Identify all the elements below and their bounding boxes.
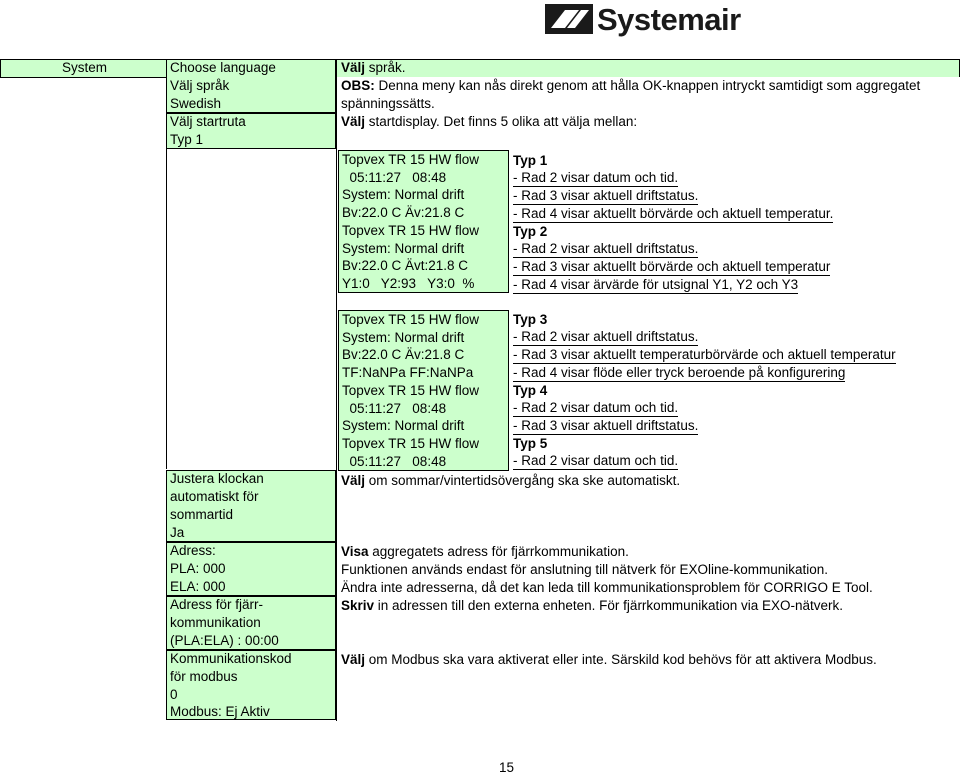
startdisplay-desc: Välj startdisplay. Det finns 5 olika att välja mellan: — [341, 114, 638, 129]
typ3-row-4: TF:NaNPa FF:NaNPa — [342, 365, 474, 381]
typ2-line-1: - Rad 2 visar aktuell driftstatus. — [513, 241, 699, 256]
funktionen-desc: Funktionen används endast för anslutning till nätverk för EXOline-kommunikation. — [341, 562, 829, 577]
modbus-line-2: för modbus — [170, 669, 238, 684]
typ2-line-2: - Rad 3 visar aktuellt börvärde och aktuell temperatur — [513, 259, 831, 274]
typ3-row-3: Bv:22.0 C Äv:21.8 C — [342, 347, 465, 363]
justera-value[interactable]: Ja — [170, 525, 185, 540]
display-typ3-typ5 — [338, 310, 509, 471]
sommar-desc: Välj om sommar/vintertidsövergång ska ske automatiskt. — [341, 473, 681, 488]
typ3-line-3: - Rad 4 visar flöde eller tryck beroende på konfigurering — [513, 365, 846, 380]
valj-startruta-label: Välj startruta — [170, 114, 246, 129]
typ4-row-3: System: Normal drift — [342, 418, 465, 434]
typ5-row-1: Topvex TR 15 HW flow — [342, 435, 480, 451]
typ2-row-2: System: Normal drift — [342, 240, 465, 256]
pla-value: PLA: 000 — [170, 561, 226, 576]
visa-desc: Visa aggregatets adress för fjärrkommunikation. — [341, 544, 629, 559]
typ4-line-1: - Rad 2 visar datum och tid. — [513, 400, 679, 415]
header-row — [0, 59, 960, 77]
obs-desc: OBS: Denna meny kan nås direkt genom att hålla OK-knappen intryckt samtidigt som aggregatet — [341, 78, 921, 93]
ela-value: ELA: 000 — [170, 579, 226, 594]
fjarr-line-2: kommunikation — [170, 615, 261, 630]
typ3-line-1: - Rad 2 visar aktuell driftstatus. — [513, 329, 699, 344]
typ5-row-2: 05:11:27 08:48 — [342, 453, 447, 469]
justera-line-3: sommartid — [170, 507, 234, 522]
justera-line-1: Justera klockan — [170, 471, 264, 486]
brand-name: Systemair — [597, 2, 741, 37]
display-typ1-typ2 — [338, 150, 509, 293]
choose-language-label: Choose language — [170, 60, 276, 75]
menu-system[interactable]: System — [62, 60, 108, 75]
typ1-row-4: Bv:22.0 C Äv:21.8 C — [342, 205, 465, 221]
typ2-row-1: Topvex TR 15 HW flow — [342, 222, 480, 238]
justera-line-2: automatiskt för — [170, 489, 259, 504]
typ1-line-2: - Rad 3 visar aktuell driftstatus. — [513, 188, 699, 203]
typ3-line-2: - Rad 3 visar aktuellt temperaturbörvärde och aktuell temperatur — [513, 347, 896, 362]
typ1-line-3: - Rad 4 visar aktuellt börvärde och aktuell temperatur. — [513, 206, 834, 221]
typ4-row-2: 05:11:27 08:48 — [342, 400, 447, 416]
fjarr-line-1: Adress för fjärr- — [170, 597, 264, 612]
fjarr-value[interactable]: (PLA:ELA) : 00:00 — [170, 633, 279, 648]
typ2-row-3: Bv:22.0 C Ävt:21.8 C — [342, 258, 469, 274]
typ4-title: Typ 4 — [513, 383, 548, 398]
typ1-row-2: 05:11:27 08:48 — [342, 169, 447, 185]
page-number: 15 — [499, 760, 515, 775]
typ4-line-2: - Rad 3 visar aktuell driftstatus. — [513, 418, 699, 433]
valj-sprak-desc: Välj språk. — [341, 60, 406, 75]
language-value[interactable]: Swedish — [170, 96, 222, 111]
modbus-line-1: Kommunikationskod — [170, 651, 292, 666]
systemair-logo-icon — [545, 4, 593, 34]
typ4-row-1: Topvex TR 15 HW flow — [342, 382, 480, 398]
typ1-line-1: - Rad 2 visar datum och tid. — [513, 170, 679, 185]
typ3-row-2: System: Normal drift — [342, 329, 465, 345]
obs-desc-line2: spänningssätts. — [341, 96, 435, 111]
adress-label: Adress: — [170, 543, 216, 558]
typ1-row-3: System: Normal drift — [342, 187, 465, 203]
typ3-row-1: Topvex TR 15 HW flow — [342, 312, 480, 327]
typ5-line-1: - Rad 2 visar datum och tid. — [513, 453, 679, 468]
modbus-status: Modbus: Ej Aktiv — [170, 704, 270, 719]
typ1-row-1: Topvex TR 15 HW flow — [342, 152, 480, 167]
modbus-code[interactable]: 0 — [170, 687, 178, 702]
typ2-row-4: Y1:0 Y2:93 Y3:0 % — [342, 275, 475, 291]
typ2-line-3: - Rad 4 visar ärvärde för utsignal Y1, Y2 och Y3 — [513, 277, 799, 292]
skriv-desc: Skriv in adressen till den externa enheten. För fjärrkommunikation via EXO-nätverk. — [341, 598, 844, 613]
andra-desc: Ändra inte adresserna, då det kan leda till kommunikationsproblem för CORRIGO E Tool. — [341, 580, 873, 595]
typ2-title: Typ 2 — [513, 224, 548, 239]
typ5-title: Typ 5 — [513, 436, 548, 451]
valj-sprak-label: Välj språk — [170, 78, 230, 93]
typ1-title: Typ 1 — [513, 153, 548, 168]
typ3-title: Typ 3 — [513, 312, 548, 327]
startruta-value[interactable]: Typ 1 — [170, 132, 204, 147]
modbus-desc: Välj om Modbus ska vara aktiverat eller inte. Särskild kod behövs för att aktivera Modbus. — [341, 652, 877, 667]
